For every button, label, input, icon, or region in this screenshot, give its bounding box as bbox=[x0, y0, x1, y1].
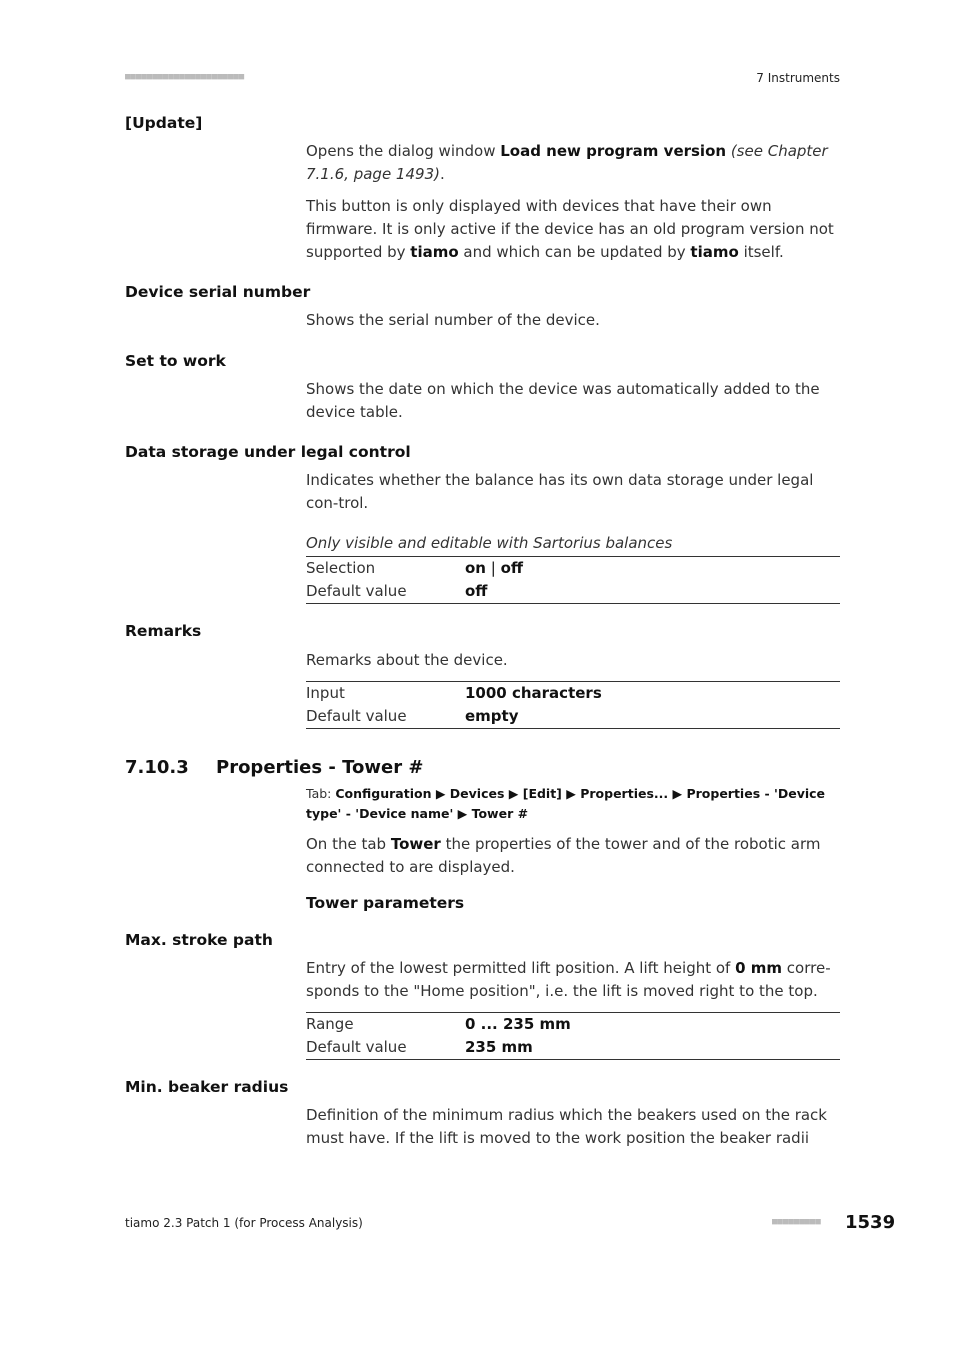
term-max-stroke-path: Max. stroke path bbox=[125, 931, 273, 949]
table-row bbox=[306, 580, 840, 604]
tab-name: Tower bbox=[390, 835, 441, 853]
option-separator: | bbox=[485, 559, 501, 577]
update-dialog-name: Load new program version bbox=[500, 142, 727, 160]
table-row bbox=[306, 557, 840, 581]
term-set-to-work: Set to work bbox=[125, 352, 226, 370]
stroke-text-1: Entry of the lowest permitted lift position. A lift height of bbox=[306, 959, 736, 977]
data-storage-description: Indicates whether the balance has its own data storage under legal con-trol. bbox=[306, 471, 814, 512]
update-note-text-3: itself. bbox=[738, 243, 784, 261]
tab-path: Configuration ▶ Devices ▶ [Edit] ▶ Properties... ▶ Properties - 'Device type' - 'Device name' ▶ Tower # bbox=[306, 786, 826, 821]
remarks-properties-table bbox=[306, 681, 840, 729]
table-row bbox=[306, 1036, 840, 1060]
property-key: Input bbox=[306, 684, 345, 702]
option-off: off bbox=[500, 559, 524, 577]
update-description bbox=[306, 140, 840, 186]
property-key: Default value bbox=[306, 582, 407, 600]
update-desc-text-1: Opens the dialog window bbox=[306, 142, 501, 160]
lift-height-value: 0 mm bbox=[735, 959, 783, 977]
running-header-chapter: 7 Instruments bbox=[756, 71, 840, 85]
stroke-properties-table bbox=[306, 1012, 840, 1060]
subheading-tower-parameters: Tower parameters bbox=[306, 894, 465, 912]
term-min-beaker-radius: Min. beaker radius bbox=[125, 1078, 289, 1096]
section-number: 7.10.3 bbox=[125, 757, 189, 778]
tab-navigation-path bbox=[306, 784, 846, 824]
term-device-serial-number: Device serial number bbox=[125, 283, 311, 301]
update-firmware-note bbox=[306, 195, 840, 264]
update-chapter-link[interactable]: (see Chapter 7.1.6, page 1493) bbox=[306, 142, 828, 183]
footer-product: tiamo 2.3 Patch 1 (for Process Analysis) bbox=[125, 1216, 363, 1230]
update-note-text-1: This button is only displayed with devices that have their own firmware. It is only active if the device has an old program version not supported by bbox=[306, 197, 834, 261]
update-note-text-2: and which can be updated by bbox=[458, 243, 691, 261]
term-data-storage: Data storage under legal control bbox=[125, 443, 411, 461]
property-key: Default value bbox=[306, 1038, 407, 1056]
intro-text-2: the properties of the tower and of the robotic arm connected to are displayed. bbox=[306, 835, 821, 876]
beaker-description: Definition of the minimum radius which the beakers used on the rack must have. If the lift is moved to the work position the beaker radii bbox=[306, 1106, 827, 1147]
property-value: empty bbox=[465, 707, 519, 725]
table-row bbox=[306, 1013, 840, 1037]
stroke-text-2: corre-sponds to the "Home position", i.e. the lift is moved right to the top. bbox=[306, 959, 831, 1000]
section-intro bbox=[306, 833, 840, 879]
product-name: tiamo bbox=[690, 243, 739, 261]
term-remarks: Remarks bbox=[125, 622, 202, 640]
footer-decoration: ■■■■■■■■■ bbox=[772, 1217, 821, 1227]
stroke-description bbox=[306, 957, 840, 1003]
set-to-work-description: Shows the date on which the device was automatically added to the device table. bbox=[306, 380, 820, 421]
data-storage-note: Only visible and editable with Sartorius balances bbox=[306, 534, 673, 552]
property-value: 235 mm bbox=[465, 1038, 533, 1056]
property-value: off bbox=[465, 582, 488, 600]
intro-text-1: On the tab bbox=[306, 835, 391, 853]
table-row bbox=[306, 705, 840, 729]
table-row bbox=[306, 682, 840, 706]
section-title: Properties - Tower # bbox=[216, 757, 424, 778]
property-value bbox=[465, 557, 840, 581]
page-number: 1539 bbox=[845, 1212, 896, 1233]
product-name: tiamo bbox=[410, 243, 459, 261]
property-key: Selection bbox=[306, 559, 376, 577]
property-key: Default value bbox=[306, 707, 407, 725]
property-value: 0 ... 235 mm bbox=[465, 1015, 571, 1033]
serial-description: Shows the serial number of the device. bbox=[306, 311, 600, 329]
remarks-description: Remarks about the device. bbox=[306, 651, 508, 669]
property-key: Range bbox=[306, 1015, 354, 1033]
update-desc-text-2: . bbox=[439, 165, 445, 183]
data-storage-properties-table bbox=[306, 556, 840, 604]
header-decoration: ■■■■■■■■■■■■■■■■■■■■■■ bbox=[125, 72, 245, 82]
tab-label: Tab: bbox=[306, 786, 336, 801]
term-update: [Update] bbox=[125, 114, 203, 132]
property-value: 1000 characters bbox=[465, 684, 602, 702]
option-on: on bbox=[465, 559, 486, 577]
